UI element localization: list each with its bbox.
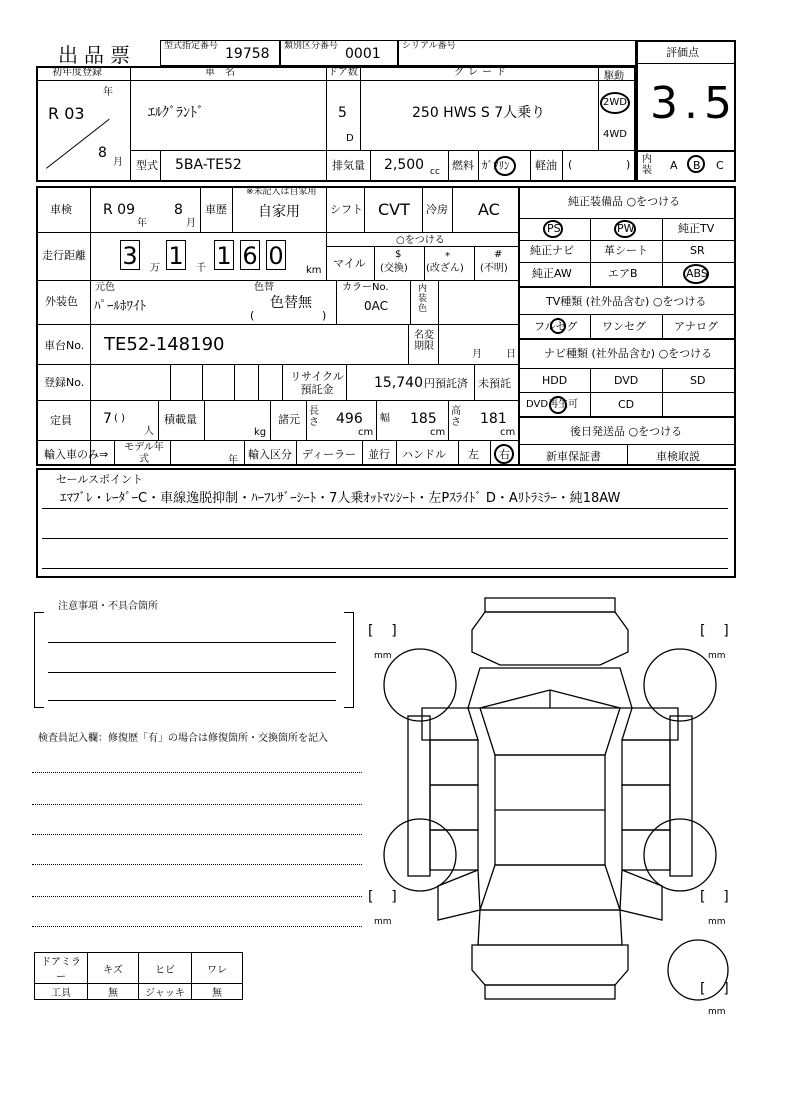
car-body-diagram — [360, 590, 740, 1030]
parts-crack: ヒビ — [139, 953, 192, 984]
equip-ps: PS — [547, 222, 561, 235]
unknown-symbol: # — [494, 249, 503, 260]
history-note: ※未記入は自家用 — [246, 187, 317, 197]
equipment-title: 純正装備品 ○をつける — [568, 195, 681, 208]
displacement-label: 排気量 — [332, 159, 365, 172]
tv-analog: アナログ — [674, 320, 718, 333]
navi-hdd: HDD — [542, 374, 568, 387]
exchange-option: (交換) — [380, 263, 408, 274]
exterior-color-label: 外装色 — [45, 295, 78, 308]
mileage-digit-2: 1 — [166, 240, 186, 270]
tire-fl-bracket: [ ] — [368, 623, 397, 639]
tire-fr-bracket: [ ] — [700, 623, 729, 639]
repaint-paren-close: ) — [322, 309, 327, 322]
shaken-label: 車検 — [50, 203, 72, 216]
repaint-paren-open: ( — [250, 309, 255, 322]
equip-leather: 革シート — [604, 244, 648, 257]
category-value: 0001 — [345, 46, 381, 62]
later-manual: 車検取説 — [656, 450, 700, 463]
recycle-value: 15,740 — [374, 375, 423, 391]
navi-sd: SD — [690, 374, 706, 387]
recycle-label: リサイクル預託金 — [290, 370, 344, 396]
model-code-label: 型式指定番号 — [164, 41, 219, 51]
tire-rr-mm: mm — [708, 917, 726, 927]
color-no-label: カラーNo. — [342, 282, 389, 293]
car-name-label: 車 名 — [205, 67, 235, 78]
regno-label: 登録No. — [44, 376, 85, 389]
first-reg-year: R 03 — [48, 104, 85, 123]
fuel-gasoline-circle — [494, 156, 516, 176]
score-label: 評価点 — [666, 46, 699, 59]
tire-rl-mm: mm — [374, 917, 392, 927]
width-cm: cm — [430, 427, 446, 438]
chassis-label: 車台No. — [44, 339, 85, 352]
fuel-paren-left: ( — [568, 158, 573, 171]
fuel-label: 燃料 — [452, 159, 474, 172]
mark-note: ○をつける — [396, 235, 445, 246]
grade-value: 250 HWS S 7人乗り — [412, 105, 546, 121]
model-year-label: モデル年式 — [124, 442, 164, 465]
tv-oneseg: ワンセグ — [602, 320, 646, 333]
tire-fl-mm: mm — [374, 651, 392, 661]
name-change-label: 名変期限 — [414, 330, 434, 352]
name-change-month: 月 — [472, 349, 482, 360]
equip-ps-circle — [543, 220, 563, 238]
parts-break: ワレ — [192, 953, 243, 984]
car-name-value: ｴﾙｸﾞﾗﾝﾄﾞ — [148, 105, 204, 121]
recycle-deposited: 円預託済 — [424, 377, 468, 390]
parallel-option: 並行 — [368, 448, 390, 461]
mileage-km: km — [306, 265, 322, 276]
tire-spare-mm: mm — [708, 1007, 726, 1017]
tv-title: TV種類 (社外品含む) ○をつける — [546, 295, 707, 308]
parts-tools: 工具 — [35, 984, 88, 1000]
shift-value: CVT — [378, 200, 410, 219]
color-no-value: 0AC — [364, 299, 389, 313]
fuel-gasoline: ｶﾞｿﾘﾝ — [482, 159, 510, 172]
fuel-paren-right: ) — [626, 158, 631, 171]
navi-dvd-playback-circle — [549, 396, 567, 414]
interior-b-circle — [687, 155, 705, 173]
import-type-label: 輸入区分 — [248, 448, 292, 461]
score-value: 3.5 — [650, 78, 738, 129]
first-reg-month-unit: 月 — [113, 157, 123, 168]
drive-label: 駆動 — [604, 71, 624, 82]
repaint-label: 色替 — [254, 282, 274, 293]
tamper-option: (改ざん) — [426, 263, 464, 274]
parts-tools-value: 無 — [88, 984, 139, 1000]
shift-label: シフト — [330, 203, 363, 216]
handle-right: 右 — [499, 448, 510, 461]
cc-unit: cc — [430, 167, 440, 177]
later-warranty: 新車保証書 — [546, 450, 601, 463]
later-title: 後日発送品 ○をつける — [570, 425, 683, 438]
import-year: 年 — [228, 455, 238, 466]
tire-rl-bracket: [ ] — [368, 889, 397, 905]
capacity-label: 定員 — [50, 414, 72, 427]
navi-dvd-playback: DVD再生可 — [526, 399, 579, 410]
unknown-option: (不明) — [480, 263, 508, 274]
mileage-label: 走行距離 — [42, 249, 86, 262]
equip-abs: ABS — [686, 267, 708, 280]
handle-right-circle — [494, 444, 514, 464]
load-kg: kg — [254, 427, 267, 438]
category-label: 類別区分番号 — [284, 41, 339, 51]
original-color-value: ﾊﾟｰﾙﾎﾜｲﾄ — [94, 299, 146, 314]
navi-cd: CD — [618, 398, 635, 411]
dealer-option: ディーラー — [302, 448, 357, 461]
shaken-month-unit: 月 — [186, 218, 196, 229]
parts-door-mirror: ドアミラー — [35, 953, 88, 984]
handle-label: ハンドル — [402, 448, 446, 461]
navi-title: ナビ種類 (社外品含む) ○をつける — [544, 347, 713, 360]
load-label: 積載量 — [164, 413, 197, 426]
recycle-not-deposited: 未預託 — [478, 377, 511, 390]
mileage-digit-3: 1 — [214, 240, 234, 270]
defects-label: 注意事項・不具合箇所 — [58, 601, 158, 612]
defects-bracket-left — [34, 612, 44, 708]
height-label: 高さ — [451, 406, 461, 428]
capacity-paren: ( ) — [114, 413, 125, 424]
first-reg-label: 初年度登録 — [52, 67, 102, 78]
interior-b: B — [693, 159, 701, 172]
length-label: 長さ — [309, 406, 319, 428]
chassis-value: TE52-148190 — [104, 334, 225, 355]
dims-label: 諸元 — [278, 413, 300, 426]
parts-table — [34, 952, 243, 1000]
capacity-value: 7 — [103, 411, 112, 427]
displacement-value: 2,500 — [384, 157, 425, 173]
mile-option: マイル — [333, 257, 366, 270]
tamper-symbol: * — [445, 251, 450, 262]
form-title: 出品票 — [58, 43, 136, 67]
equip-tv: 純正TV — [678, 222, 715, 235]
equip-pw: PW — [617, 222, 635, 235]
type-value: 5BA-TE52 — [175, 157, 242, 173]
original-color-label: 元色 — [95, 282, 115, 293]
equip-pw-circle — [614, 220, 636, 238]
sales-text: ｴﾏﾌﾞﾚ・ﾚｰﾀﾞｰC・車線逸脱抑制・ﾊｰﾌﾚｻﾞｰｼｰﾄ・7人乗ｵｯﾄﾏﾝｼｰﾄ・左Pｽﾗｲﾄﾞ D・Aﾘﾄﾗﾐﾗｰ・純18AW — [60, 491, 621, 506]
mileage-man: 万 — [150, 263, 160, 274]
parts-jack-value: 無 — [192, 984, 243, 1000]
first-reg-month: 8 — [98, 145, 107, 161]
interior-c: C — [716, 159, 724, 172]
door-type: D — [346, 133, 354, 144]
height-cm: cm — [500, 427, 516, 438]
exchange-symbol: $ — [395, 249, 402, 260]
tv-fullseg-circle — [550, 318, 566, 334]
import-label: 輸入車のみ⇒ — [44, 448, 109, 461]
drive-2wd: 2WD — [603, 97, 627, 108]
shaken-year-unit: 年 — [137, 218, 147, 229]
history-label: 車歴 — [205, 203, 227, 216]
serial-label: シリアル番号 — [402, 41, 456, 51]
inspector-label: 検査員記入欄：修復歴「有」の場合は修復箇所・交換箇所を記入 — [38, 733, 328, 744]
equip-airbag: エアB — [608, 267, 638, 280]
height-value: 181 — [480, 411, 507, 427]
repaint-value: 色替無 — [270, 295, 312, 311]
width-value: 185 — [410, 411, 437, 427]
fuel-diesel: 軽油 — [535, 159, 557, 172]
interior-label: 内装 — [642, 154, 652, 176]
length-value: 496 — [336, 411, 363, 427]
equip-aw: 純正AW — [532, 267, 572, 280]
mileage-sen: 千 — [196, 263, 206, 274]
shaken-year: R 09 — [103, 202, 135, 218]
model-code-value: 19758 — [225, 46, 270, 62]
shaken-month: 8 — [174, 202, 183, 218]
history-value: 自家用 — [258, 204, 300, 220]
doors-label: ドア数 — [328, 67, 358, 78]
doors-value: 5 — [338, 105, 347, 121]
width-label: 幅 — [380, 413, 390, 424]
first-reg-year-unit: 年 — [103, 87, 113, 98]
mileage-digit-5: 0 — [266, 240, 286, 270]
capacity-unit: 人 — [144, 426, 154, 437]
name-change-day: 日 — [506, 349, 516, 360]
tire-rr-bracket: [ ] — [700, 889, 729, 905]
tire-fr-mm: mm — [708, 651, 726, 661]
length-cm: cm — [358, 427, 374, 438]
parts-jack: ジャッキ — [139, 984, 192, 1000]
tire-spare-bracket: [ ] — [700, 981, 729, 997]
parts-scratch: キズ — [88, 953, 139, 984]
ac-value: AC — [478, 200, 500, 219]
mileage-digit-4: 6 — [240, 240, 260, 270]
mileage-digit-1: 3 — [120, 240, 140, 270]
drive-4wd: 4WD — [603, 129, 627, 140]
interior-a: A — [670, 159, 678, 172]
defects-bracket-right — [344, 612, 354, 708]
sales-label: セールスポイント — [56, 473, 144, 486]
equip-navi: 純正ナビ — [530, 244, 574, 257]
equip-sr: SR — [690, 244, 705, 257]
navi-dvd: DVD — [614, 374, 639, 387]
grade-label: グレード — [454, 67, 510, 78]
handle-left: 左 — [468, 448, 479, 461]
interior-color-label: 内装色 — [418, 284, 428, 314]
type-label: 型式 — [136, 159, 158, 172]
ac-label: 冷房 — [426, 203, 448, 216]
tv-fullseg: フルセグ — [534, 320, 578, 333]
equip-abs-circle — [683, 264, 709, 284]
